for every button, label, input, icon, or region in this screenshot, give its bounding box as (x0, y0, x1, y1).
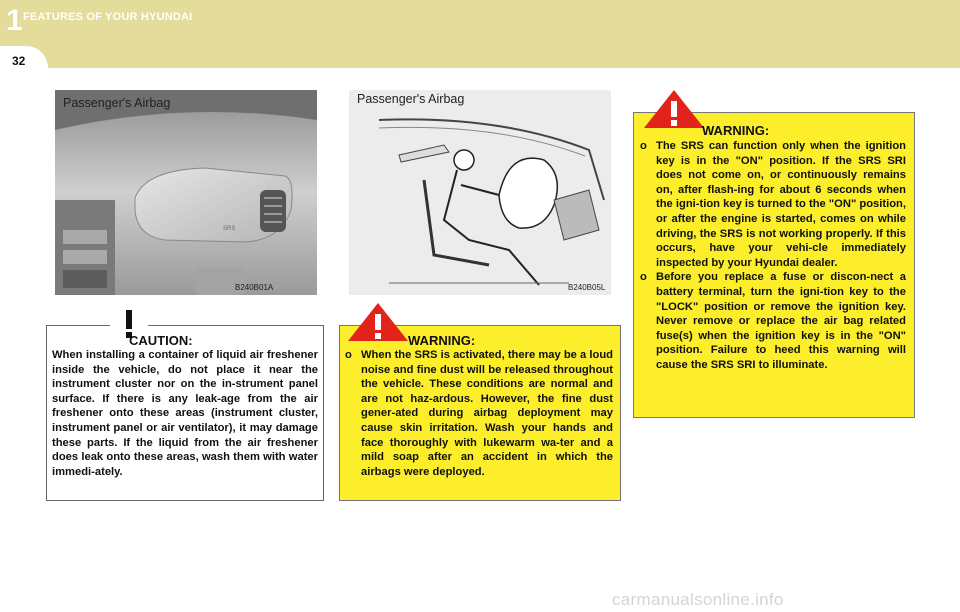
svg-text:SRS: SRS (223, 226, 236, 232)
bullet: o (345, 349, 352, 361)
caution-box (46, 325, 324, 501)
warning-item-text: The SRS can function only when the ignition key is in the "ON" position. If the SRS SRI does not come on, or continuously remains on, after flash-ing for about 6 seconds when the igni-tion key is turned to the "ON" position, or after the engine is started, comes on while driving, the SRS is not working properly. If this occurs, have your vehi-cle immediately inspected by your Hyundai dealer. (656, 140, 906, 269)
warning-item (640, 270, 906, 372)
warning-item-text: When the SRS is activated, there may be a loud noise and fine dust will be released throughout the vehicle. These conditions are normal and are not haz-ardous. However, the fine dust gener-ated during airbag deployment may cause skin irritation. Wash your hands and face thoroughly with lukewarm wa-ter and a mild soap after an accident in which the airbags were deployed. (361, 349, 613, 478)
bullet: o (640, 140, 647, 152)
warning-box-right (633, 112, 915, 418)
warning-title: WARNING: (702, 123, 770, 138)
figure-code: B240B01A (235, 283, 274, 292)
figure-caption: Passenger's Airbag (357, 92, 465, 106)
warning-list (640, 139, 906, 373)
figure-code: B240B05L (568, 283, 606, 292)
passenger-airbag-illustration (349, 90, 611, 295)
bullet: o (640, 271, 647, 284)
page-number: 32 (12, 54, 26, 68)
warning-item (345, 348, 613, 479)
warning-item (640, 139, 906, 270)
dashboard-illustration (55, 90, 317, 295)
warning-triangle-icon (642, 88, 706, 130)
chapter-number: 1 (6, 4, 23, 37)
warning-box-center (339, 325, 621, 501)
figure-caption: Passenger's Airbag (63, 96, 171, 110)
airbag-deployment-drawing (349, 90, 611, 295)
chapter-title: FEATURES OF YOUR HYUNDAI (23, 11, 193, 23)
caution-title: CAUTION: (129, 333, 193, 348)
warning-list (345, 348, 613, 479)
caution-text: When installing a container of liquid air freshener inside the vehicle, do not place it near the instrument cluster nor on the in-strument panel surface. If there is any leak-age from the air freshener onto these areas (instrument cluster, instrument panel or air ventilator), it may damage these parts. If the liquid from the air freshener does leak onto these areas, wash them with water immedi-ately. (52, 349, 318, 478)
dashboard-airbag-photo (55, 90, 317, 295)
chapter-header-band (0, 0, 960, 68)
footer-watermark: carmanualsonline.info (612, 590, 784, 609)
warning-triangle-icon (346, 301, 410, 343)
warning-title: WARNING: (408, 333, 476, 348)
warning-item-text: Before you replace a fuse or discon-nect a battery terminal, turn the igni-tion key to the "LOCK" position or remove the ignition key. Never remove or replace the air bag related fuse(s) when the ignition key is in the "ON" position. Failure to heed this warning will cause the SRS SRI to illuminate. (656, 271, 906, 371)
